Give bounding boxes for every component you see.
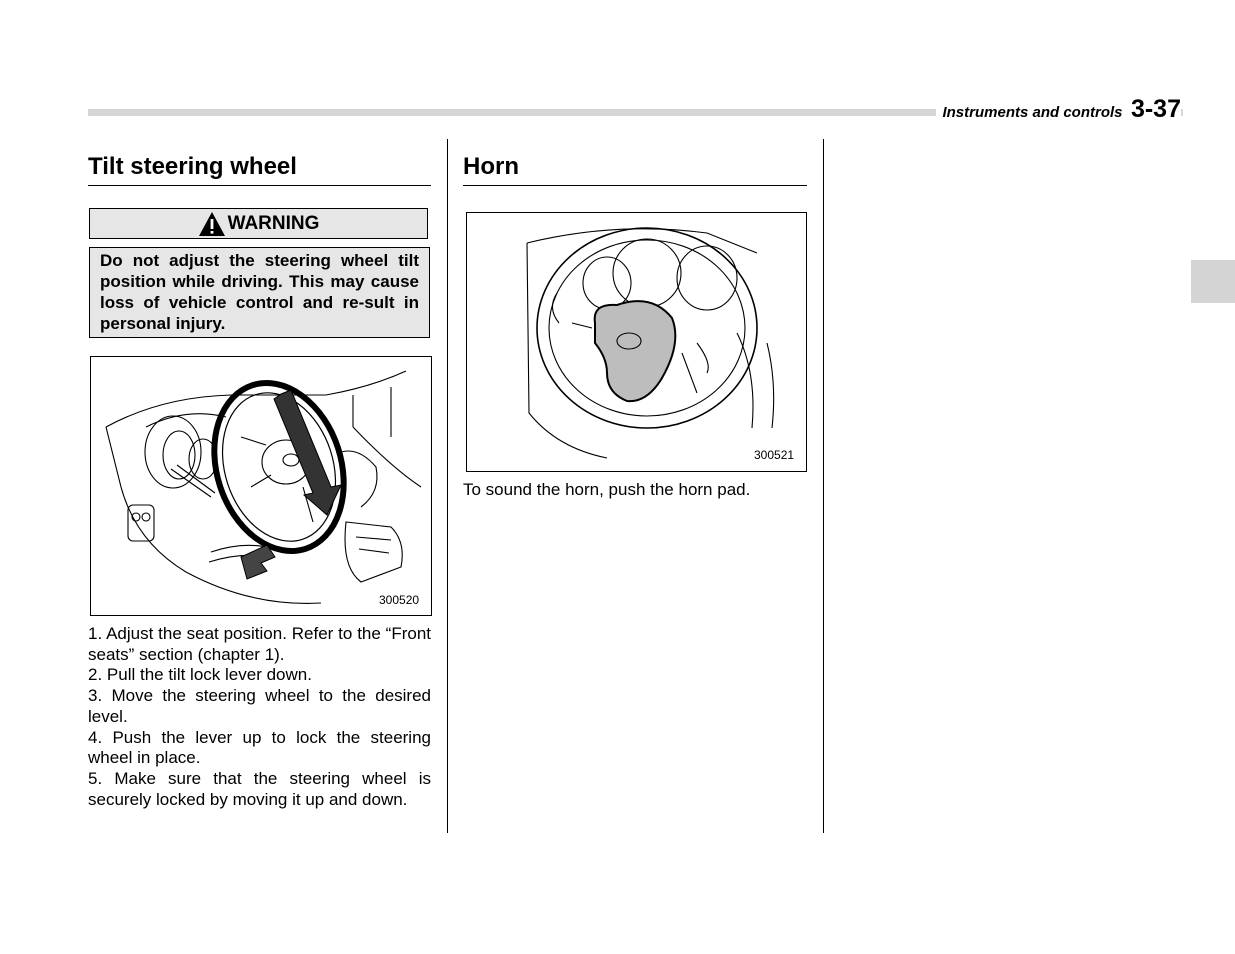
page-number: 3-37 xyxy=(1130,95,1181,123)
list-item: 2. Pull the tilt lock lever down. xyxy=(88,665,312,685)
section-heading-tilt: Tilt steering wheel xyxy=(88,153,297,180)
tilt-steering-illustration xyxy=(91,357,431,615)
column-divider-left xyxy=(447,139,448,833)
horn-illustration xyxy=(467,213,806,471)
heading-rule-horn xyxy=(463,185,807,186)
column-divider-right xyxy=(823,139,824,833)
list-item: 5. Make sure that the steering wheel is securely locked by moving it up and down. xyxy=(88,768,431,809)
heading-rule-tilt xyxy=(88,185,431,186)
warning-text: Do not adjust the steering wheel tilt position while driving. This may cause loss of vehicle control and re-sult in personal injury. xyxy=(100,251,419,333)
chapter-side-tab xyxy=(1191,260,1235,303)
warning-body xyxy=(89,247,430,338)
tilt-steps-list xyxy=(88,624,431,810)
warning-title-box xyxy=(89,208,428,239)
warning-triangle-icon xyxy=(198,211,226,237)
running-head: Instruments and controls xyxy=(942,104,1123,121)
figure-code-300520: 300520 xyxy=(379,593,420,607)
horn-figure xyxy=(466,212,807,472)
list-item: 1. Adjust the seat position. Refer to the “Front seats” section (chapter 1). xyxy=(88,624,431,664)
section-heading-horn: Horn xyxy=(463,153,519,180)
page-header xyxy=(936,95,1181,124)
tilt-steering-figure xyxy=(90,356,432,616)
horn-instruction: To sound the horn, push the horn pad. xyxy=(463,480,751,499)
list-item: 3. Move the steering wheel to the desired level. xyxy=(88,686,431,726)
figure-code-300521: 300521 xyxy=(754,448,795,462)
warning-label: WARNING xyxy=(227,212,320,234)
horn-pad xyxy=(595,301,676,401)
list-item: 4. Push the lever up to lock the steering wheel in place. xyxy=(88,727,431,768)
